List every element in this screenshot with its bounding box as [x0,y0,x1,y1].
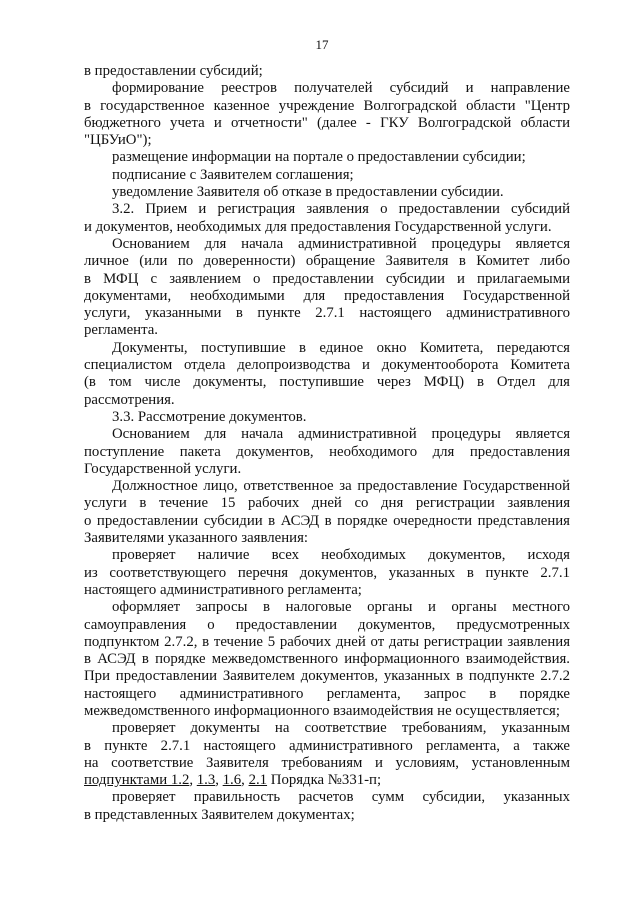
text-line: 3.2. Прием и регистрация заявления о предоставлении субсидий [112,201,570,218]
text-line: в представленных Заявителем документах; [84,806,355,823]
reference-line [84,772,570,789]
paragraph [84,149,570,166]
section-heading-3-3 [84,409,570,426]
text-line: уведомление Заявителя об отказе в предоставлении субсидии. [112,184,504,201]
text-line: Основанием для начала административной процедуры является [112,426,570,443]
paragraph [84,340,570,409]
text-line: проверяет наличие всех необходимых документов, исходя [112,547,570,564]
text-line: на соответствие Заявителя требованиям и условиям, установленным [84,754,570,771]
text-line: подписание с Заявителем соглашения; [112,166,354,183]
text-line: межведомственного информационного взаимодействия не осуществляется; [84,702,560,719]
text-line: оформляет запросы в налоговые органы и органы местного [112,599,570,616]
text-line: Государственной услуги. [84,460,242,477]
document-body [84,63,570,824]
text-line: подпунктом 2.7.2, в течение 5 рабочих дней от даты регистрации заявления [84,633,570,650]
text-line: настоящего административного регламента; [84,581,362,598]
text-line: (в том числе документы, поступившие через МФЦ) в Отдел для [84,374,570,391]
page-number: 17 [315,37,329,52]
reference-tail: Порядка №331-п; [267,772,382,789]
paragraph [84,478,570,547]
text-line: услуги, указанными в пункте 2.7.1 настоящего административного [84,305,570,322]
text-line: специалистом отдела делопроизводства и документооборота Комитета [84,357,570,374]
text-line: "ЦБУиО"); [84,132,152,149]
paragraph [84,63,570,80]
reference-subpoint-1-6: 1.6 [222,772,242,789]
text-line: в пункте 2.7.1 настоящего административного регламента, а также [84,737,570,754]
text-line: личное (или по доверенности) обращение Заявителя в Комитет либо [84,253,570,270]
text-line: в МФЦ с заявлением о предоставлении субсидии и прилагаемыми [84,270,570,287]
text-line: и документов, необходимых для предоставления Государственной услуги. [84,218,552,235]
paragraph [84,167,570,184]
text-line: проверяет правильность расчетов сумм субсидии, указанных [112,789,570,806]
text-line: 3.3. Рассмотрение документов. [112,408,307,425]
text-line: поступление пакета документов, необходимого для предоставления [84,443,570,460]
text-line: самоуправления о предоставлении документов, предусмотренных [84,616,570,633]
text-line: размещение информации на портале о предоставлении субсидии; [112,149,526,166]
text-line: Должностное лицо, ответственное за предоставление Государственной [112,478,570,495]
text-line: бюджетного учета и отчетности" (далее - ГКУ Волгоградской области [84,114,570,131]
reference-subpoint-1-2: подпунктами 1.2 [84,772,190,789]
paragraph [84,599,570,720]
text-line: Документы, поступившие в единое окно Комитета, передаются [112,339,570,356]
separator: , [189,772,197,789]
text-line: проверяет документы на соответствие требованиям, указанным [112,720,570,737]
text-line: формирование реестров получателей субсидий и направление [112,80,570,97]
text-line: Заявителями указанного заявления: [84,530,308,547]
text-line: в государственное казенное учреждение Волгоградской области "Центр [84,97,570,114]
section-heading-3-2 [84,201,570,236]
paragraph [84,426,570,478]
paragraph [84,789,570,824]
text-line: При предоставлении Заявителем документов, указанных в подпункте 2.7.2 [84,668,570,685]
paragraph [84,184,570,201]
text-line: настоящего административного регламента, запрос в порядке [84,685,570,702]
text-line: Основанием для начала административной процедуры является [112,235,570,252]
text-line: о предоставлении субсидии в АСЭД в порядке очередности представления [84,512,570,529]
reference-subpoint-2-1: 2.1 [248,772,268,789]
text-line: в предоставлении субсидий; [84,63,263,79]
paragraph [84,80,570,149]
paragraph [84,547,570,599]
separator: , [241,772,249,789]
text-line: регламента. [84,322,158,339]
paragraph [84,720,570,789]
text-line: в АСЭД в порядке межведомственного информационного взаимодействия. [84,651,570,668]
paragraph [84,236,570,340]
reference-subpoint-1-3: 1.3 [196,772,216,789]
text-line: из соответствующего перечня документов, указанных в пункте 2.7.1 [84,564,570,581]
text-line: документами, необходимыми для предоставления Государственной [84,287,570,304]
text-line: рассмотрения. [84,391,175,408]
text-line: услуги в течение 15 рабочих дней со дня регистрации заявления [84,495,570,512]
separator: , [215,772,223,789]
